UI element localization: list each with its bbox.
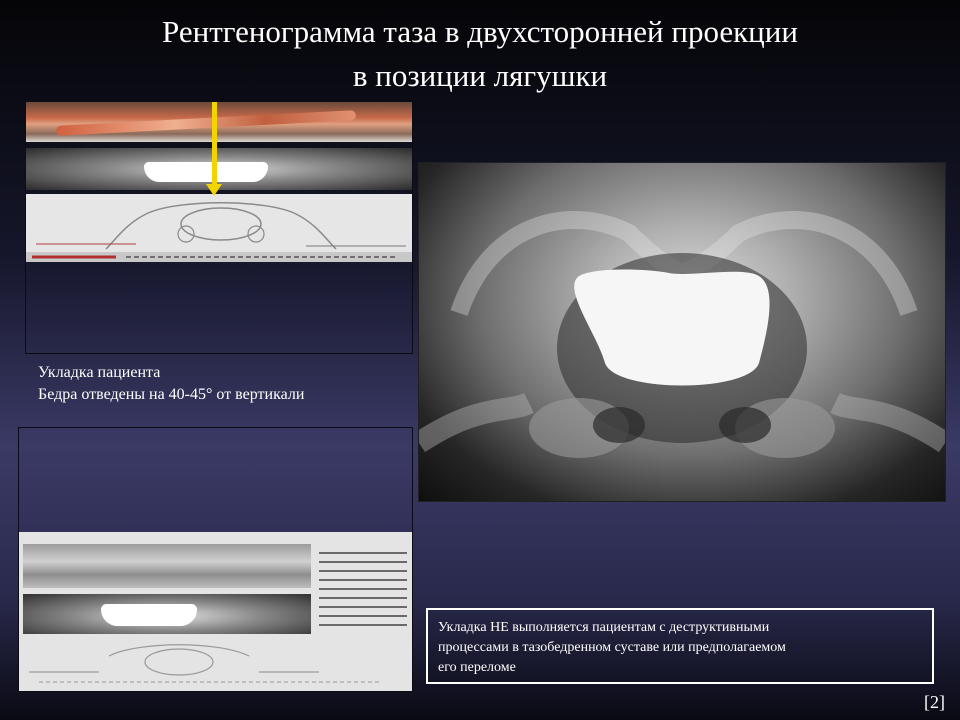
- pelvis-diagram-drawing: [26, 194, 412, 262]
- yellow-arrow-head-icon: [206, 184, 222, 196]
- textbook-patient-figure: [23, 544, 311, 588]
- pelvis-xray-drawing: [419, 163, 945, 501]
- pelvis-xray-frog-leg: [418, 162, 946, 502]
- slide-title: [60, 10, 900, 98]
- textbook-page: [19, 532, 412, 691]
- note-line-1: Укладка НЕ выполняется пациентам с деструктивными: [438, 620, 770, 635]
- slide-title-line-2: в позиции лягушки: [352, 58, 608, 93]
- caption-line-2: Бедра отведены на 40-45° от вертикали: [38, 386, 305, 403]
- reference-number: [2]: [924, 692, 945, 712]
- note-line-3: его переломе: [438, 660, 516, 675]
- caption-line-1: Укладка пациента: [38, 364, 161, 381]
- textbook-xray-plate-shape: [101, 604, 197, 626]
- positioning-caption: [38, 362, 418, 406]
- patient-positioning-image: [25, 101, 413, 354]
- patient-photo: [26, 102, 412, 142]
- textbook-photo: [18, 427, 413, 692]
- contraindication-note: [426, 608, 934, 684]
- yellow-arrow-shaft: [212, 102, 217, 186]
- note-line-2: процессами в тазобедренном суставе или предполагаемом: [438, 640, 786, 655]
- textbook-diagram: [19, 636, 412, 691]
- xray-plate-shape: [144, 162, 268, 182]
- textbook-text-column: [319, 552, 407, 628]
- pelvis-diagram: [26, 194, 412, 262]
- textbook-xray-figure: [23, 594, 311, 634]
- slide-title-line-1: Рентгенограмма таза в двухсторонней проекции: [162, 14, 798, 49]
